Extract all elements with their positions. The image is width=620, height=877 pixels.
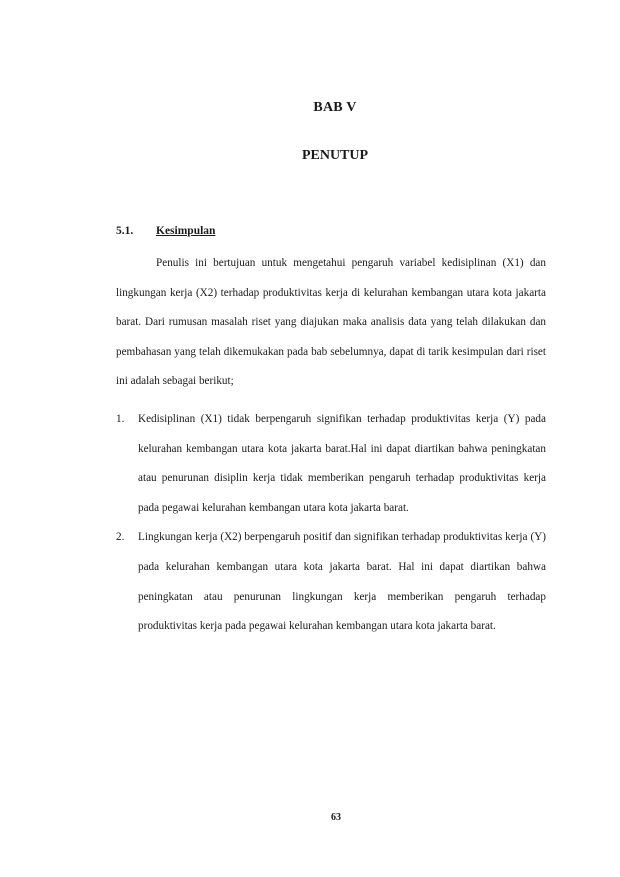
section-title: Kesimpulan — [156, 225, 216, 237]
page-number: 63 — [331, 812, 341, 823]
list-marker: 1. — [116, 412, 125, 425]
intro-paragraph: Penulis ini bertujuan untuk mengetahui pengaruh variabel kedisiplinan (X1) dan lingkungan kerja (X2) terhadap produktivitas kerja di kelurahan kembangan utara kota jakarta barat. Dari rumusan masalah riset yang diajukan maka analisis data yang telah dilakukan dan pembahasan yang telah dikemukakan pada bab sebelumnya, dapat di tarik kesimpulan dari riset ini adalah sebagai berikut; — [116, 257, 546, 388]
chapter-title: BAB V — [313, 100, 357, 115]
list-item-text: Lingkungan kerja (X2) berpengaruh positif dan signifikan terhadap produktivitas kerja (Y) pada kelurahan kembangan utara kota jakarta barat. Hal ini dapat diartikan bahwa peningkatan atau penurunan lingkungan kerja memberikan pengaruh terhadap produktivitas kerja pada pegawai kelurahan kembangan utara kota jakarta barat. — [138, 531, 546, 633]
section-number: 5.1. — [116, 225, 134, 237]
body-text — [116, 249, 546, 642]
list-item — [116, 523, 546, 641]
conclusion-list — [116, 405, 546, 642]
list-item — [116, 405, 546, 523]
list-item-text: Kedisiplinan (X1) tidak berpengaruh signifikan terhadap produktivitas kerja (Y) pada kelurahan kembangan utara kota jakarta barat.Hal ini dapat diartikan bahwa peningkatan atau penurunan disiplin kerja tidak memberikan pengaruh terhadap produktivitas kerja pada pegawai kelurahan kembangan utara kota jakarta barat. — [138, 412, 546, 514]
list-marker: 2. — [116, 531, 125, 544]
section-heading — [116, 225, 215, 237]
chapter-subtitle: PENUTUP — [301, 148, 369, 163]
